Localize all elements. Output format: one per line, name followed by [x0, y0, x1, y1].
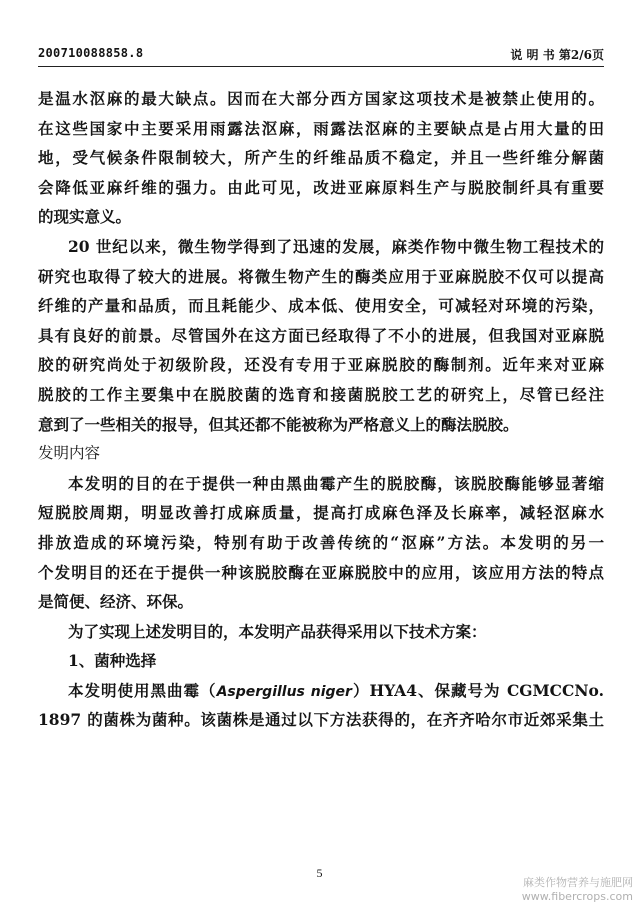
text-line: 是温水沤麻的最大缺点。因而在大部分西方国家这项技术是被禁止使用的。	[38, 89, 604, 108]
text-line: 20 世纪以来，微生物学得到了迅速的发展，麻类作物中微生物工程技术的	[68, 236, 604, 256]
document-body	[38, 84, 604, 735]
text-line: 研究也取得了较大的进展。将微生物产生的酶类应用于亚麻脱胶不仅可以提高	[38, 266, 604, 286]
text-line: 会降低亚麻纤维的强力。由此可见，改进亚麻原料生产与脱胶制纤具有重要	[38, 177, 604, 197]
header-divider	[38, 66, 604, 67]
text-line: 的现实意义。	[38, 207, 132, 227]
text-line	[38, 676, 604, 706]
text-line: 个发明目的还在于提供一种该脱胶酶在亚麻脱胶中的应用，该应用方法的特点	[38, 562, 604, 582]
text-line: 在这些国家中主要采用雨露法沤麻，雨露法沤麻的主要缺点是占用大量的田	[38, 118, 604, 138]
text-line: 地，受气候条件限制较大，所产生的纤维品质不稳定，并且一些纤维分解菌	[38, 148, 604, 168]
text-line: 是简便、经济、环保。	[38, 592, 194, 612]
watermark-url: www.fibercrops.com	[521, 890, 633, 903]
text-line: 意到了一些相关的报导，但其还都不能被称为严格意义上的酶法脱胶。	[38, 414, 519, 434]
text-line: 胶的研究尚处于初级阶段，还没有专用于亚麻脱胶的酶制剂。近年来对亚麻	[38, 355, 604, 375]
patent-application-number: 200710088858.8	[38, 46, 144, 60]
text-run: ）HYA4、保藏号为 CGMCCNo.	[351, 680, 604, 700]
site-watermark	[522, 876, 633, 904]
text-line: 脱胶的工作主要集中在脱胶菌的选育和接菌脱胶工艺的研究上，尽管已经注	[38, 384, 604, 404]
text-run: 本发明使用黑曲霉（	[68, 680, 217, 700]
page-number: 5	[316, 866, 323, 880]
text-line: 为了实现上述发明目的，本发明产品获得采用以下技术方案：	[68, 621, 487, 641]
section-heading: 发明内容	[38, 444, 101, 463]
text-line: 1897 的菌株为菌种。该菌株是通过以下方法获得的，在齐齐哈尔市近郊采集土	[38, 710, 604, 730]
text-line: 短脱胶周期，明显改善打成麻质量，提高打成麻色泽及长麻率，减轻沤麻水	[38, 503, 604, 523]
text-line: 排放造成的环境污染，特别有助于改善传统的“沤麻”方法。本发明的另一	[38, 532, 604, 552]
watermark-site-name: 麻类作物营养与施肥网	[523, 876, 633, 889]
section-page-indicator: 说 明 书 第2/6页	[510, 48, 604, 62]
species-name: Aspergillus niger	[216, 683, 352, 700]
text-line: 纤维的产量和品质，而且耗能少、成本低、使用安全，可减轻对环境的污染，	[38, 296, 604, 316]
text-line: 具有良好的前景。尽管国外在这方面已经取得了不小的进展，但我国对亚麻脱	[38, 325, 604, 345]
page-header	[38, 46, 604, 62]
subsection-heading: 1、菌种选择	[68, 651, 157, 671]
text-line: 本发明的目的在于提供一种由黑曲霉产生的脱胶酶，该脱胶酶能够显著缩	[68, 473, 604, 493]
